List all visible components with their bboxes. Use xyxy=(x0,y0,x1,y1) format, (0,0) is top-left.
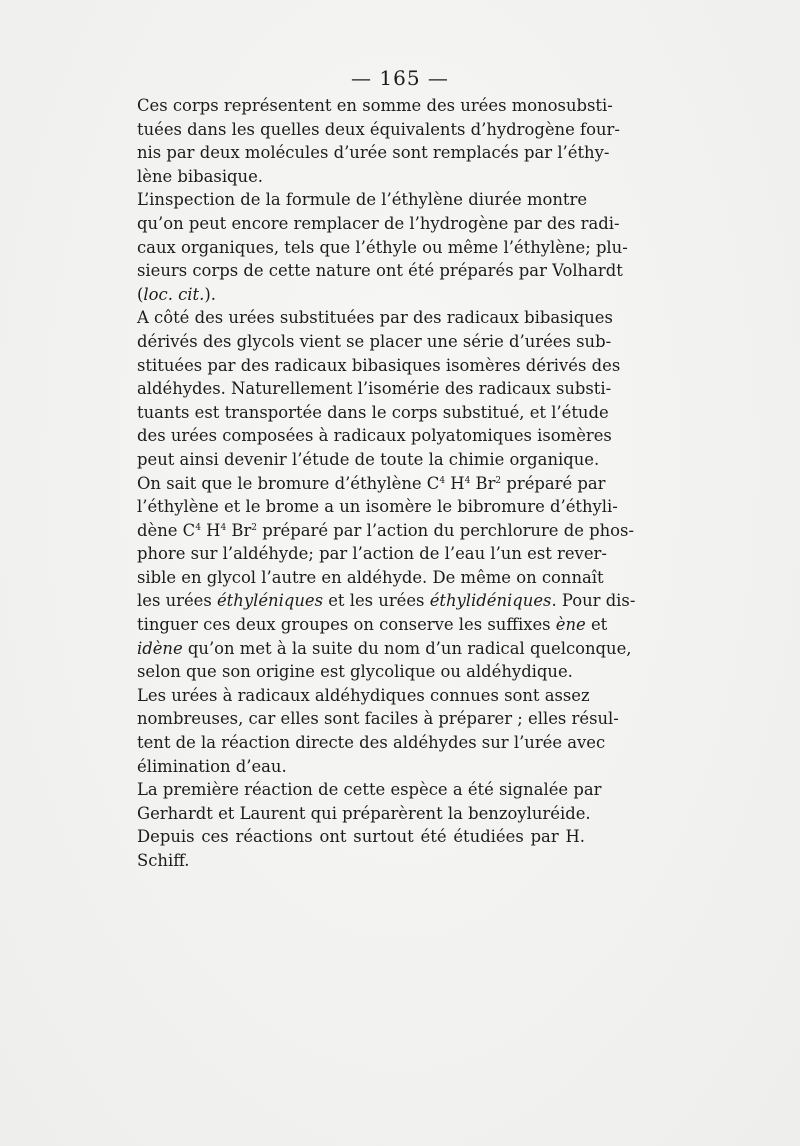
text-line xyxy=(137,589,636,613)
text-run: Br xyxy=(226,520,252,540)
text-run: On sait que le bromure d’éthylène C xyxy=(137,473,440,493)
superscript: 4 xyxy=(195,522,201,533)
text-line: Schiff. xyxy=(137,851,190,870)
italic-term: ène xyxy=(555,615,586,635)
text-run: . Pour dis- xyxy=(551,591,636,611)
text-line: l’éthylène et le brome a un isomère le bibromure d’éthyli- xyxy=(137,497,618,517)
text-line: aldéhydes. Naturellement l’isomérie des radicaux substi- xyxy=(137,379,612,399)
text-line: qu’on peut encore remplacer de l’hydrogène par des radi- xyxy=(137,213,620,233)
text-line xyxy=(137,519,634,543)
superscript: 2 xyxy=(251,522,258,533)
body-text xyxy=(137,94,636,873)
text-line: La première réaction de cette espèce a été signalée par xyxy=(137,780,602,800)
text-line: sible en glycol l’autre en aldéhyde. De même on connaît xyxy=(137,567,604,587)
text-line: Ces corps représentent en somme des urées monosubsti- xyxy=(137,96,613,115)
citation-italic: loc. cit. xyxy=(143,284,205,304)
page-number: — 165 — xyxy=(351,66,449,90)
text-line: lène bibasique. xyxy=(137,166,264,186)
paragraph-1 xyxy=(137,94,620,188)
text-line: tuées dans les quelles deux équivalents d’hydrogène four- xyxy=(137,119,620,139)
text-run: Br xyxy=(470,473,496,493)
text-run: les urées xyxy=(137,591,217,611)
text-line: selon que son origine est glycolique ou aldéhydique. xyxy=(137,662,573,682)
text-line: Gerhardt et Laurent qui préparèrent la benzoyluréide. xyxy=(137,803,591,823)
text-line xyxy=(137,613,608,637)
text-line: L’inspection de la formule de l’éthylène diurée montre xyxy=(137,190,588,210)
text-line: sieurs corps de cette nature ont été préparés par Volhardt xyxy=(137,261,623,281)
text-run: qu’on met à la suite du nom d’un radical quelconque, xyxy=(182,638,632,658)
text-line: A côté des urées substituées par des radicaux bibasiques xyxy=(137,308,613,328)
citation-close: ). xyxy=(204,284,216,304)
superscript: 4 xyxy=(464,475,471,486)
paragraph-2 xyxy=(137,188,628,306)
citation-open: ( xyxy=(137,284,144,304)
paragraph-3 xyxy=(137,306,621,471)
paragraph-4 xyxy=(137,472,636,684)
italic-term: éthyléniques xyxy=(216,591,323,611)
text-line: nis par deux molécules d’urée sont remplacés par l’éthy- xyxy=(137,143,610,163)
text-line xyxy=(137,283,585,307)
text-line xyxy=(137,472,606,496)
text-line: des urées composées à radicaux polyatomiques isomères xyxy=(137,426,612,446)
text-line: stituées par des radicaux bibasiques isomères dérivés des xyxy=(137,355,621,375)
paragraph-6 xyxy=(137,778,602,825)
paragraph-5 xyxy=(137,684,619,778)
text-line: dérivés des glycols vient se placer une série d’urées sub- xyxy=(137,331,612,351)
text-line: Depuis ces réactions ont surtout été étudiées par H. xyxy=(137,827,585,847)
text-run: préparé par l’action du perchlorure de phos- xyxy=(257,520,634,540)
text-line: nombreuses, car elles sont faciles à préparer ; elles résul- xyxy=(137,709,619,729)
text-run: et xyxy=(585,615,608,635)
text-line: tent de la réaction directe des aldéhydes sur l’urée avec xyxy=(137,733,606,753)
text-run: tinguer ces deux groupes on conserve les suffixes xyxy=(137,615,556,635)
paragraph-7 xyxy=(137,825,585,872)
italic-term: idène xyxy=(137,638,183,658)
text-line: caux organiques, tels que l’éthyle ou même l’éthylène; plu- xyxy=(137,237,628,257)
superscript: 4 xyxy=(220,522,227,533)
superscript: 4 xyxy=(439,475,446,486)
italic-term: éthylidéniques xyxy=(429,591,552,611)
text-line xyxy=(137,637,632,661)
text-run: H xyxy=(200,520,221,540)
text-run: H xyxy=(445,473,465,493)
superscript: 2 xyxy=(495,475,502,486)
text-run: dène C xyxy=(137,520,196,540)
text-run: préparé par xyxy=(501,473,606,493)
text-line: tuants est transportée dans le corps substitué, et l’étude xyxy=(137,402,609,422)
text-line: phore sur l’aldéhyde; par l’action de l’eau l’un est rever- xyxy=(137,544,607,564)
text-line: peut ainsi devenir l’étude de toute la chimie organique. xyxy=(137,449,600,469)
text-line: élimination d’eau. xyxy=(137,756,287,776)
text-line: Les urées à radicaux aldéhydiques connues sont assez xyxy=(137,685,590,705)
text-run: et les urées xyxy=(323,591,430,611)
